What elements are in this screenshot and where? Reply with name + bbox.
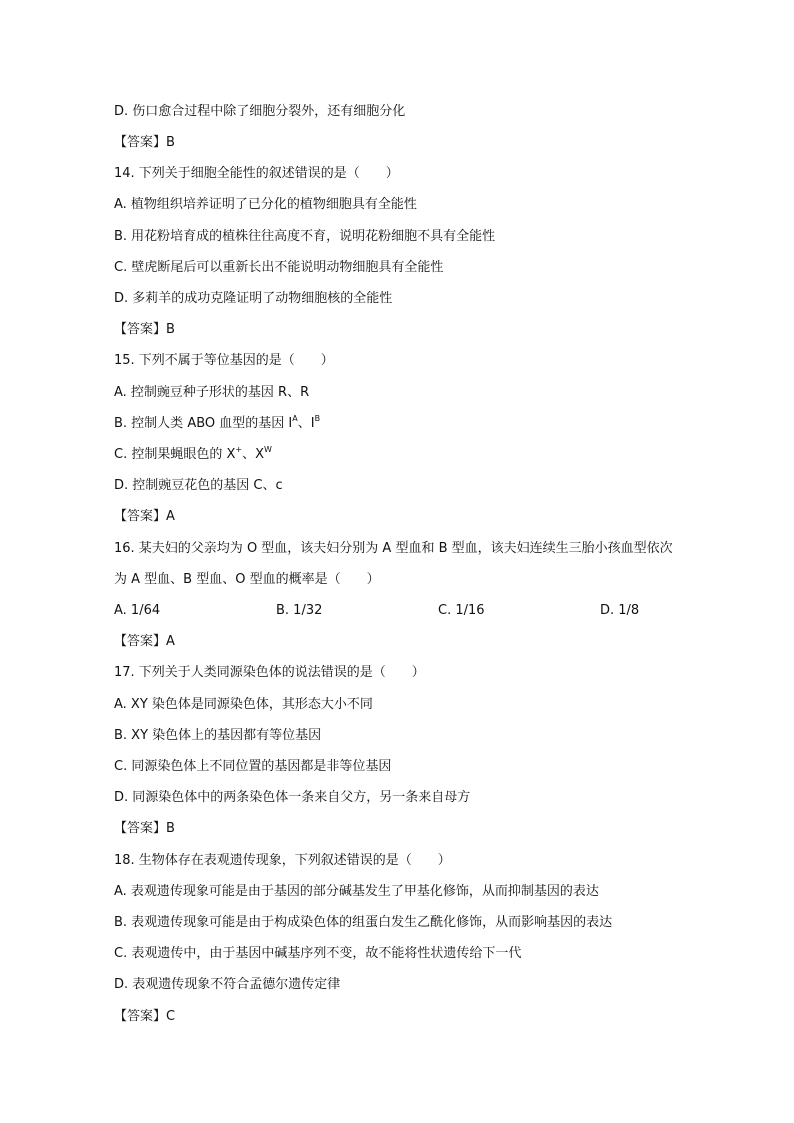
q17-stem: 17. 下列关于人类同源染色体的说法错误的是（ ） [114,665,425,680]
answer-value: A [166,509,175,524]
q16-option-d: D. 1/8 [600,603,640,618]
q14-option-b: B. 用花粉培育成的植株往往高度不育，说明花粉细胞不具有全能性 [114,229,496,244]
q15-option-c [114,445,272,465]
q17-option-c: C. 同源染色体上不同位置的基因都是非等位基因 [114,759,392,774]
answer-tag: 【答案】 [114,1009,167,1024]
allele-superscript: A [292,414,298,423]
answer-tag: 【答案】 [114,135,167,150]
q17-option-b: B. XY 染色体上的基因都有等位基因 [114,728,322,743]
q17-option-d: D. 同源染色体中的两条染色体一条来自父方，另一条来自母方 [114,790,471,805]
answer-value: B [166,322,175,337]
answer-value: B [166,135,175,150]
q14-option-c: C. 壁虎断尾后可以重新长出不能说明动物细胞具有全能性 [114,260,444,275]
q18-answer [114,1007,175,1027]
q14-stem: 14. 下列关于细胞全能性的叙述错误的是（ ） [114,166,399,181]
q18-option-c: C. 表观遗传中，由于基因中碱基序列不变，故不能将性状遗传给下一代 [114,946,522,961]
q15-stem: 15. 下列不属于等位基因的是（ ） [114,353,334,368]
q14-option-a: A. 植物组织培养证明了已分化的植物细胞具有全能性 [114,197,417,212]
q16-stem-line2: 为 A 型血、B 型血、O 型血的概率是（ ） [114,572,380,587]
q16-option-a: A. 1/64 [114,603,161,618]
q15-option-d: D. 控制豌豆花色的基因 C、c [114,478,283,493]
answer-value: B [166,821,175,836]
q15-option-b-text: B. 控制人类 ABO 血型的基因 I [114,416,293,431]
q15-option-b-mid: 、I [297,416,315,431]
answer-value: A [166,634,175,649]
q15-option-b [114,414,320,434]
answer-tag: 【答案】 [114,322,167,337]
q15-answer [114,507,175,527]
q15-option-c-mid: 、X [242,447,264,462]
q17-answer [114,819,175,839]
q16-answer [114,632,175,652]
allele-superscript: B [314,414,321,423]
q13-answer [114,133,175,153]
q18-option-b: B. 表观遗传现象可能是由于构成染色体的组蛋白发生乙酰化修饰，从而影响基因的表达 [114,915,613,930]
q15-option-c-text: C. 控制果蝇眼色的 X [114,447,236,462]
q16-stem-line1: 16. 某夫妇的父亲均为 O 型血，该夫妇分别为 A 型血和 B 型血，该夫妇连续生三胎小孩血型依次 [114,541,673,556]
q17-option-a: A. XY 染色体是同源染色体，其形态大小不同 [114,697,373,712]
q18-option-d: D. 表观遗传现象不符合孟德尔遗传定律 [114,977,341,992]
q13-option-d: D. 伤口愈合过程中除了细胞分裂外，还有细胞分化 [114,104,406,119]
answer-tag: 【答案】 [114,509,167,524]
q18-option-a: A. 表观遗传现象可能是由于基因的部分碱基发生了甲基化修饰，从而抑制基因的表达 [114,884,599,899]
q14-option-d: D. 多莉羊的成功克隆证明了动物细胞核的全能性 [114,291,393,306]
answer-tag: 【答案】 [114,821,167,836]
allele-superscript: + [235,445,243,454]
answer-value: C [166,1009,176,1024]
q15-option-a: A. 控制豌豆种子形状的基因 R、R [114,385,310,400]
allele-superscript: W [264,445,272,454]
q16-option-c: C. 1/16 [438,603,485,618]
q14-answer [114,320,175,340]
q18-stem: 18. 生物体存在表观遗传现象，下列叙述错误的是（ ） [114,853,451,868]
answer-tag: 【答案】 [114,634,167,649]
q16-option-b: B. 1/32 [276,603,323,618]
